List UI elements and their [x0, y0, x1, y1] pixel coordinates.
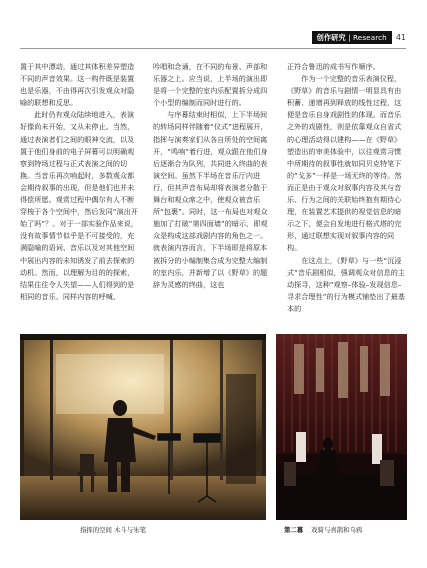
paragraph: 置于其中漂动，通过其体积差异塑造不同的声音效果。这一构件既是装置也是乐器，不由得再次引发观众对隐喻的联想和反思。: [20, 62, 135, 108]
text-column-2: [153, 61, 274, 291]
paragraph: 此时仍有观众陆续地进入，表演好像尚未开始，又从未停止。当然，通过表演者们之间的眼神交流，以及置于他们身前的电子屏幕可以明确观察到特场过程与正式表演之间的切换。当音乐再次响起时，多数观众都会期待叙事的出现，但是他们也并未得偿所愿。观赏过程中偶尔有人不断穿梭于各个空间中，然后发同“演出开始了吗”？。对于一部实验作品来说，没有故事情节似乎是不可接受的，充满隐喻的语词、音乐以及对其他空间中展出内容的未知诱发了前去探索的动机。然而，以理解为目的的探索，结果往往令人失望——人们得到的是相同的音乐、同样内容的呼喊、: [20, 110, 139, 301]
text-column-1: [20, 61, 140, 303]
paragraph: 在这点上，《野草》与一些“沉浸式”音乐剧相似，强调观众对信息的主动探寻，这种“观察–体验–发现信息–寻求合理性”的行为模式铺垫出了最基本的: [287, 255, 406, 313]
text-column-3: [287, 61, 407, 315]
caption-text: 戏骑与喜鹊和乌鸦: [311, 526, 363, 534]
photo-caption-left: 指挥的空间 木斗与朱笔: [80, 526, 146, 534]
paragraph: 作为一个完整的音乐表演仪程，《野草》的音乐与剧情一明显具有由积蓄、递增再到释放的线性过程，这便是音乐自身戏剧性的体现。而音乐之外的戏剧性，则是依靠观众自省式的心理活动得以建构——在《野草》塑造出的审美体验中，以往观赏习惯中所期待的叙事性就如同贝克特笔下的“戈多”一样是一场无终的等待。然而正是由于观众对叙事内容及其与音乐、行为之间的关联始终抱有期待心理，在装置艺术提供的视觉信息的暗示之下，便会自发地进行格式塔的完形，通过联想实现对叙事内容的同构。: [287, 74, 402, 253]
caption-act-label: 第二幕: [284, 526, 304, 534]
header-rule: [20, 48, 406, 49]
paragraph: 与序幕结束时相似，上下半场间的转场同样伴随着“仪式”进程展开，指挥与演奏家们从各自所处的空间离开，“鸣响”着行进，观众跟在他们身后逐渐合为队列，共同进入终曲的表演空间。虽然下半场在音乐厅内进行，但其声音布局却将表演者分散于舞台和观众席之中，使观众被音乐所“包裹”。同时，这一布局也对观众施加了打破“第四面墙”的暗示，即观众是构成这部戏剧内容的角色之一。就表演内容而言，下半场即是将原本被拆分的小编制集合成为完整大编制的室内乐，并新增了以《野草》的题辞为灵感的终曲，这也: [153, 110, 268, 289]
photo-conductor-space: [20, 334, 266, 520]
paragraph: 吟唱和念诵，在不同的布景、声部和乐器之上。应当说，上半场的演出即是将一个完整的室内乐配置拆分成四个小型的编制而同时进行的。: [153, 62, 268, 108]
section-label: 创作研究 | Research: [312, 31, 392, 44]
paragraph: 正符合鲁迅的成书写作顺序。: [287, 62, 380, 71]
photo-caption-right: [284, 525, 362, 534]
page-number: 41: [395, 32, 406, 42]
photo-stage-act-two: [276, 334, 407, 520]
running-header: [312, 30, 406, 44]
